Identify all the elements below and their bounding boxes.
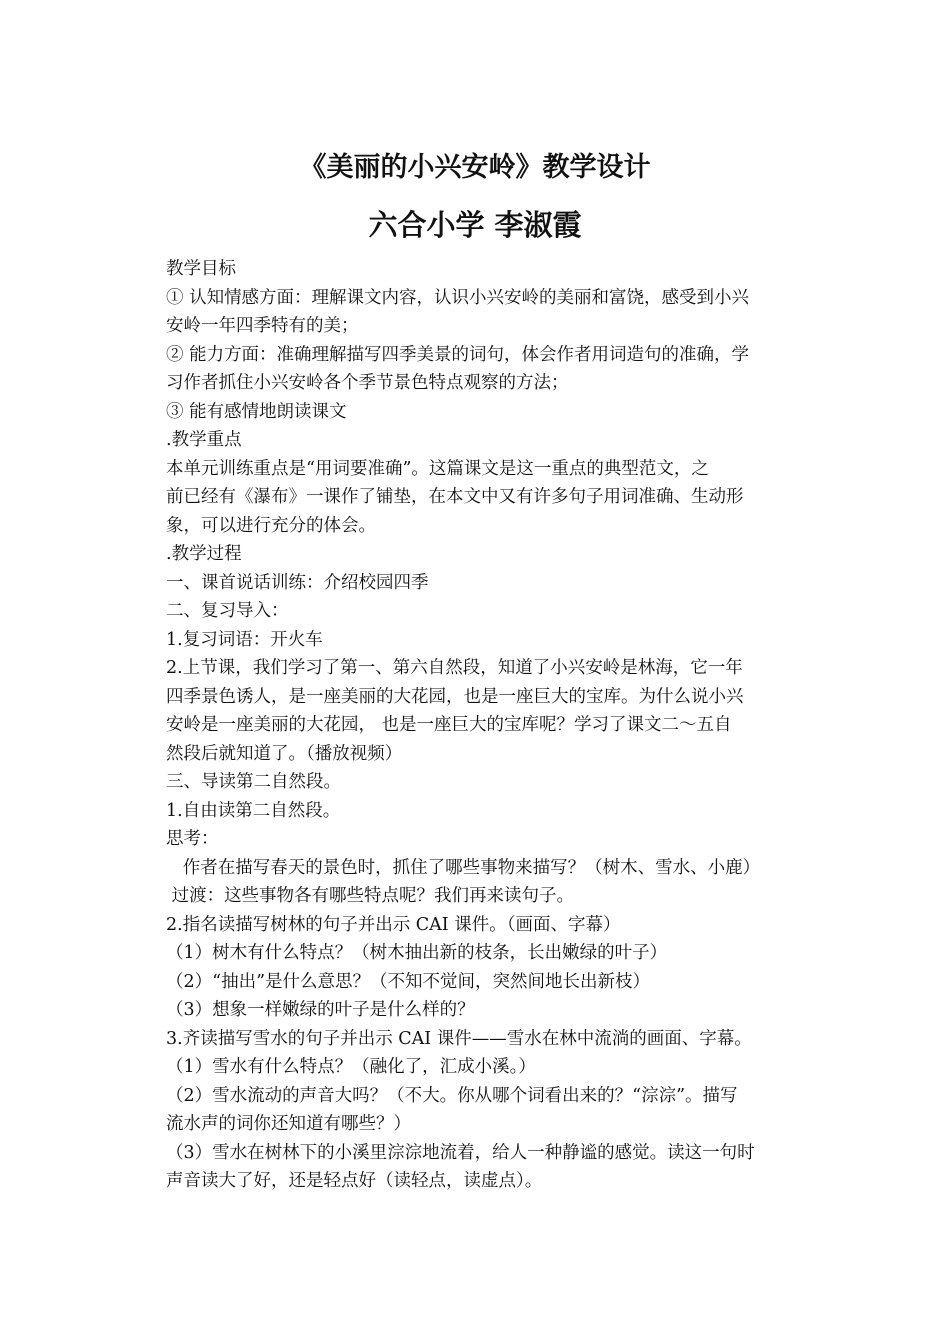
text-line: ① 认知情感方面：理解课文内容，认识小兴安岭的美丽和富饶，感受到小兴 [166, 287, 750, 308]
text-line: 一、课首说话训练：介绍校园四季 [166, 572, 429, 593]
section-heading-objectives: 教学目标 [166, 259, 236, 279]
text-line: 1.自由读第二自然段。 [166, 800, 341, 821]
text-line: 思考： [166, 829, 219, 849]
text-line: （2）“抽出”是什么意思？（不知不觉间，突然间地长出新枝） [166, 971, 651, 992]
text-line: 过渡：这些事物各有哪些特点呢？我们再来读句子。 [166, 886, 575, 906]
text-line: ③ 能有感情地朗读课文 [166, 401, 347, 422]
text-line: 象，可以进行充分的体会。 [166, 515, 376, 536]
text-line: 1.复习词语：开火车 [166, 629, 323, 650]
text-line: （3）想象一样嫩绿的叶子是什么样的？ [166, 1000, 475, 1020]
text-line: （1）雪水有什么特点？（融化了，汇成小溪。） [166, 1057, 536, 1077]
section-heading-focus: .教学重点 [166, 430, 242, 450]
text-line: ② 能力方面：准确理解描写四季美景的词句，体会作者用词造句的准确，学 [166, 344, 750, 365]
text-line: （2）雪水流动的声音大吗？（不大。你从哪个词看出来的？“淙淙”。描写 [166, 1085, 738, 1106]
text-line: 2.指名读描写树林的句子并出示 CAI 课件。（画面、字幕） [166, 914, 621, 935]
text-line: 流水声的词你还知道有哪些？） [166, 1114, 411, 1134]
text-line: 安岭一年四季特有的美； [166, 316, 359, 336]
text-line: 三、导读第二自然段。 [166, 772, 341, 792]
section-heading-process: .教学过程 [166, 544, 242, 564]
text-line: （1）树木有什么特点？（树木抽出新的枝条，长出嫩绿的叶子） [166, 943, 668, 963]
text-line: 前已经有《瀑布》一课作了铺垫，在本文中又有许多句子用词准确、生动形 [166, 487, 744, 507]
document-author: 六合小学 李淑霞 [368, 208, 582, 242]
text-line: 然段后就知道了。（播放视频） [166, 743, 403, 764]
text-line: （3）雪水在树林下的小溪里淙淙地流着，给人一种静谧的感觉。读这一句时 [166, 1142, 755, 1163]
text-line: 作者在描写春天的景色时，抓住了哪些事物来描写？（树木、雪水、小鹿） [166, 857, 761, 878]
document-body [166, 255, 788, 1196]
text-line: 安岭是一座美丽的大花园， 也是一座巨大的宝库呢？学习了课文二～五自 [166, 715, 732, 735]
text-line: 2.上节课，我们学习了第一、第六自然段，知道了小兴安岭是林海，它一年 [166, 658, 743, 678]
text-line: 3.齐读描写雪水的句子并出示 CAI 课件——雪水在林中流淌的画面、字幕。 [166, 1028, 752, 1049]
document-title: 《美丽的小兴安岭》教学设计 [299, 152, 651, 183]
text-line: 声音读大了好，还是轻点好（读轻点，读虚点）。 [166, 1171, 543, 1191]
text-line: 二、复习导入： [166, 601, 289, 621]
text-line: 本单元训练重点是“用词要准确”。这篇课文是这一重点的典型范文，之 [166, 458, 709, 479]
text-line: 四季景色诱人，是一座美丽的大花园，也是一座巨大的宝库。为什么说小兴 [166, 686, 744, 707]
text-line: 习作者抓住小兴安岭各个季节景色特点观察的方法； [166, 373, 569, 393]
